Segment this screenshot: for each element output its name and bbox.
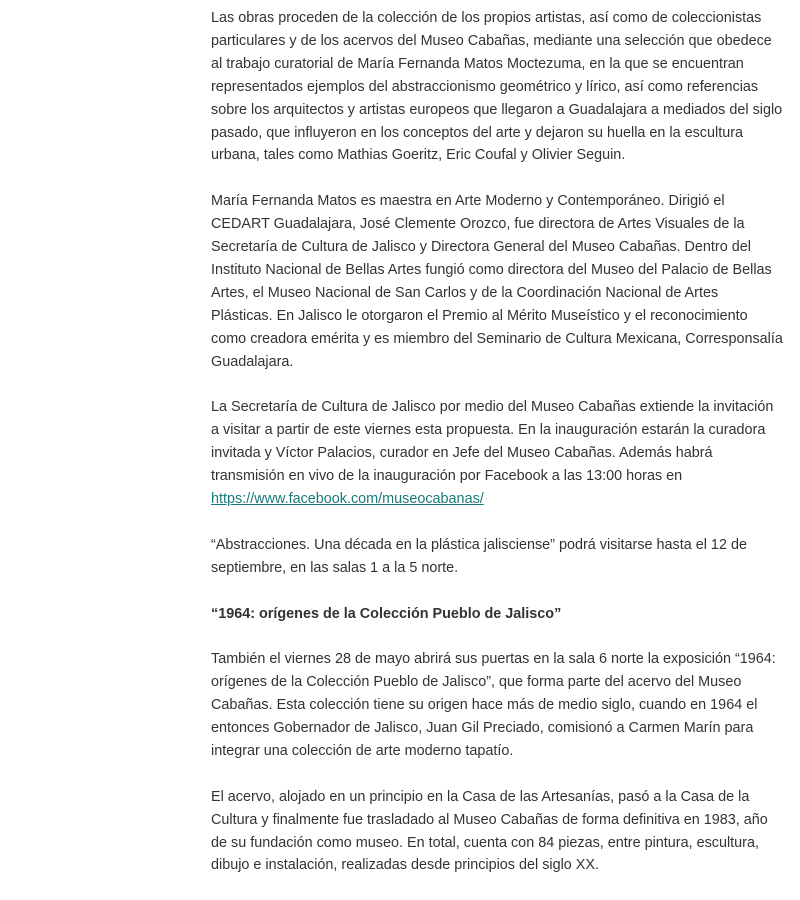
paragraph-acervo: El acervo, alojado en un principio en la Casa de las Artesanías, pasó a la Casa de la Cultura y finalmente fue trasladado al Museo Cabañas de forma definitiva en 1983, año de su fundación como museo. En total, cuenta con 84 piezas, entre pintura, escultura, dibujo e instalación, realizadas desde principios del siglo XX. <box>211 788 768 874</box>
facebook-link[interactable]: https://www.facebook.com/museocabanas/ <box>211 491 484 507</box>
paragraph-coleccion-pueblo: También el viernes 28 de mayo abrirá sus puertas en la sala 6 norte la exposición “1964: orígenes de la Colección Pueblo de Jalisco”, que forma parte del acervo del Museo Cabañas. Esta colección tiene su origen hace más de medio siglo, cuando en 1964 el entonces Gobernador de Jalisco, Juan Gil Preciado, comisionó a Carmen Marín para integrar una colección de arte moderno tapatío. <box>211 651 776 759</box>
paragraph-fechas: “Abstracciones. Una década en la plástica jalisciense” podrá visitarse hasta el 12 de septiembre, en las salas 1 a la 5 norte. <box>211 536 747 576</box>
paragraph-obras: Las obras proceden de la colección de los propios artistas, así como de coleccionistas particulares y de los acervos del Museo Cabañas, mediante una selección que obedece al trabajo curatorial de María Fernanda Matos Moctezuma, en la que se encuentran representados ejemplos del abstraccionismo geométrico y lírico, así como referencias sobre los arquitectos y artistas europeos que llegaron a Guadalajara a mediados del siglo pasado, que influyeron en los conceptos del arte y dejaron su huella en la escultura urbana, tales como Mathias Goeritz, Eric Coufal y Olivier Seguin. <box>211 10 783 164</box>
invitacion-text: La Secretaría de Cultura de Jalisco por medio del Museo Cabañas extiende la invitación a visitar a partir de este viernes esta propuesta. En la inauguración estarán la curadora invitada y Víctor Palacios, curador en Jefe del Museo Cabañas. Además habrá transmisión en vivo de la inauguración por Facebook a las 13:00 horas en <box>211 399 774 485</box>
paragraph-invitacion <box>211 396 783 511</box>
paragraph-matos-bio: María Fernanda Matos es maestra en Arte Moderno y Contemporáneo. Dirigió el CEDART Guadalajara, José Clemente Orozco, fue directora de Artes Visuales de la Secretaría de Cultura de Jalisco y Directora General del Museo Cabañas. Dentro del Instituto Nacional de Bellas Artes fungió como directora del Museo del Palacio de Bellas Artes, el Museo Nacional de San Carlos y de la Coordinación Nacional de Artes Plásticas. En Jalisco le otorgaron el Premio al Mérito Museístico y el reconocimiento como creadora emérita y es miembro del Seminario de Cultura Mexicana, Corresponsalía Guadalajara. <box>211 193 783 370</box>
article-body <box>211 7 783 900</box>
section-subheading: “1964: orígenes de la Colección Pueblo de Jalisco” <box>211 605 562 622</box>
